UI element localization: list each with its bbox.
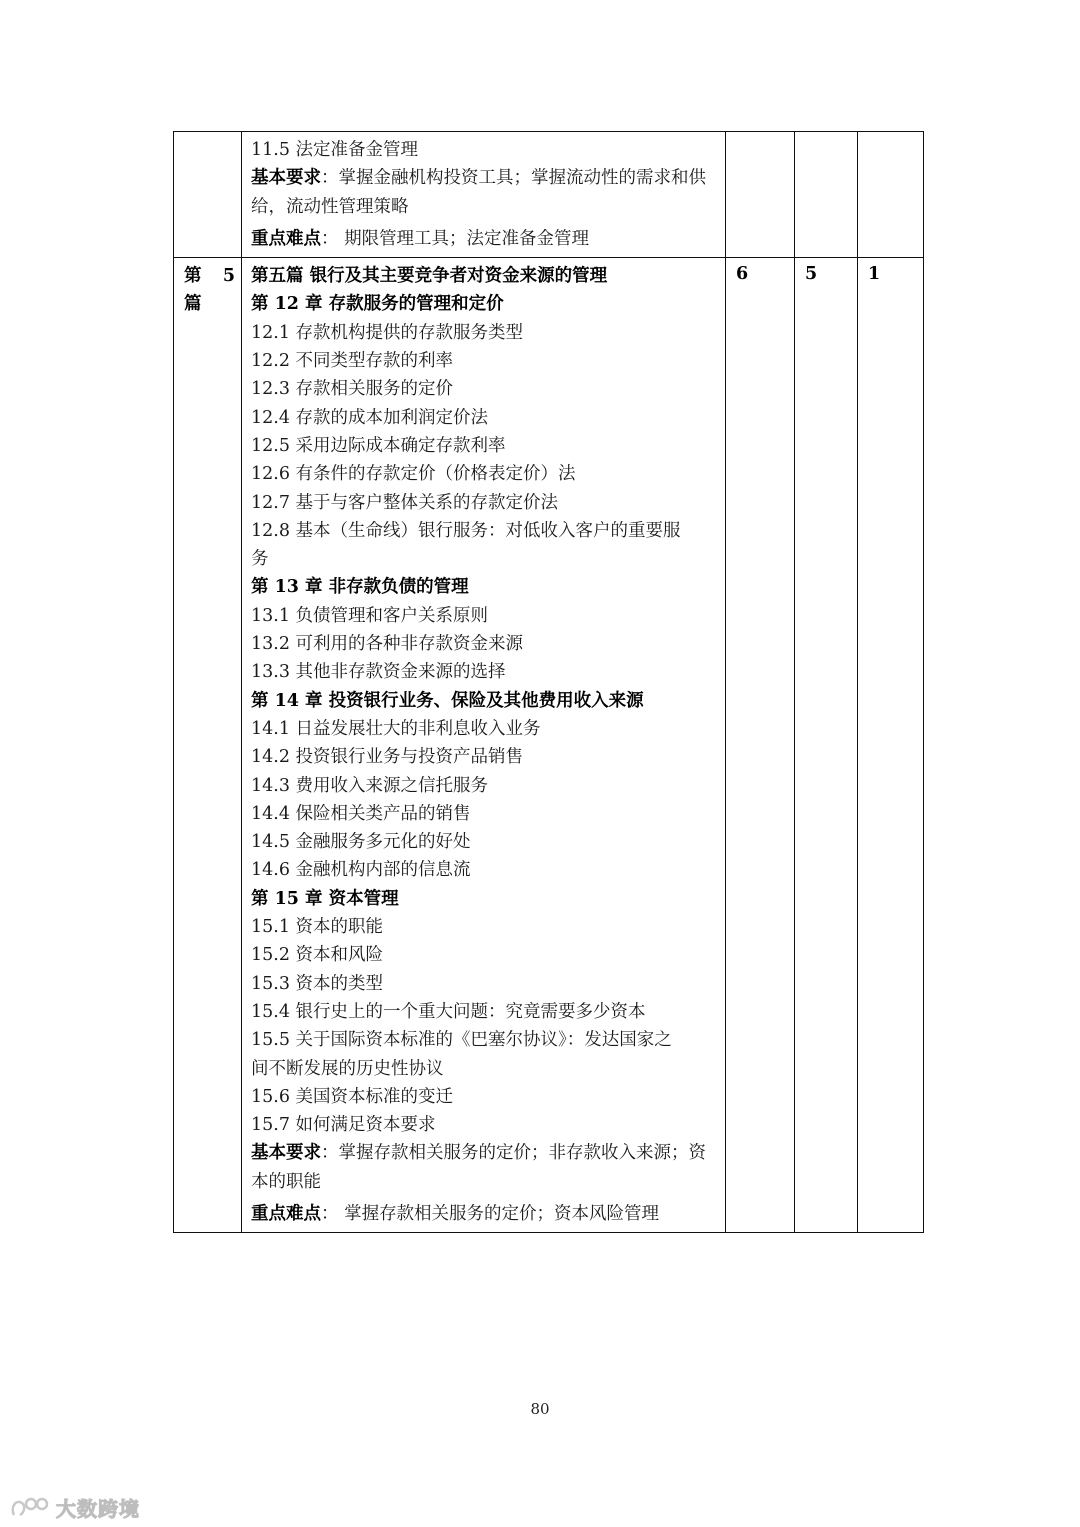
watermark-text: 大数跨境 bbox=[56, 1497, 140, 1521]
week-cell bbox=[174, 258, 242, 1233]
content-line: 12.4 存款的成本加利润定价法 bbox=[251, 407, 489, 428]
content-line: 14.5 金融服务多元化的好处 bbox=[251, 832, 471, 853]
basic-requirements bbox=[251, 164, 717, 221]
week-cell bbox=[174, 132, 242, 258]
content-line: 14.3 费用收入来源之信托服务 bbox=[251, 775, 489, 796]
basic-requirements-text: ：掌握存款相关服务的定价；非存款收入来源；资本的职能 bbox=[251, 1143, 706, 1192]
section-heading: 第 14 章 投资银行业务、保险及其他费用收入来源 bbox=[251, 690, 644, 711]
hours-cell bbox=[726, 132, 795, 258]
practice-hours-cell bbox=[858, 258, 924, 1233]
week-label-suffix: 篇 bbox=[184, 294, 202, 315]
table-row bbox=[174, 132, 924, 258]
content-line: 14.2 投资银行业务与投资产品销售 bbox=[251, 747, 524, 768]
content-line: 14.4 保险相关类产品的销售 bbox=[251, 803, 471, 824]
key-difficulties bbox=[251, 1200, 717, 1228]
content-line: 12.5 采用边际成本确定存款利率 bbox=[251, 435, 506, 456]
content-line: 13.1 负债管理和客户关系原则 bbox=[251, 605, 489, 626]
content-line: 务 bbox=[251, 549, 269, 570]
week-label: 第 bbox=[184, 266, 202, 287]
total-hours: 6 bbox=[736, 264, 749, 285]
key-difficulties-label: 重点难点 bbox=[251, 228, 321, 249]
content-line: 间不断发展的历史性协议 bbox=[251, 1058, 444, 1079]
basic-requirements-label: 基本要求 bbox=[251, 168, 321, 189]
lecture-hours-cell bbox=[795, 258, 858, 1233]
content-line: 15.7 如何满足资本要求 bbox=[251, 1115, 436, 1136]
key-difficulties-label: 重点难点 bbox=[251, 1203, 321, 1224]
key-difficulties-text: ： 期限管理工具；法定准备金管理 bbox=[321, 228, 590, 249]
key-difficulties-text: ： 掌握存款相关服务的定价；资本风险管理 bbox=[321, 1203, 660, 1224]
key-difficulties bbox=[251, 225, 717, 253]
basic-requirements bbox=[251, 1139, 717, 1196]
content-line: 12.6 有条件的存款定价（价格表定价）法 bbox=[251, 464, 576, 485]
content-line: 14.1 日益发展壮大的非利息收入业务 bbox=[251, 718, 541, 739]
content-line: 13.3 其他非存款资金来源的选择 bbox=[251, 662, 506, 683]
section-heading: 第 13 章 非存款负债的管理 bbox=[251, 577, 469, 598]
watermark bbox=[8, 1493, 140, 1522]
section-heading: 第 12 章 存款服务的管理和定价 bbox=[251, 294, 504, 315]
basic-requirements-label: 基本要求 bbox=[251, 1143, 321, 1164]
content-line: 15.5 关于国际资本标准的《巴塞尔协议》：发达国家之 bbox=[251, 1030, 672, 1051]
content-line: 15.6 美国资本标准的变迁 bbox=[251, 1086, 454, 1107]
content-line: 12.8 基本（生命线）银行服务：对低收入客户的重要服 bbox=[251, 520, 681, 541]
content-line: 11.5 法定准备金管理 bbox=[251, 140, 419, 160]
practice-hours-cell bbox=[858, 132, 924, 258]
content-line: 12.7 基于与客户整体关系的存款定价法 bbox=[251, 492, 559, 513]
practice-hours: 1 bbox=[868, 264, 881, 285]
lecture-hours-cell bbox=[795, 132, 858, 258]
content-line: 15.2 资本和风险 bbox=[251, 945, 384, 966]
content-line: 14.6 金融机构内部的信息流 bbox=[251, 860, 471, 881]
page-number: 80 bbox=[530, 1400, 550, 1418]
content-line: 15.3 资本的类型 bbox=[251, 973, 384, 994]
section-heading: 第 15 章 资本管理 bbox=[251, 888, 399, 909]
content-cell bbox=[242, 132, 726, 258]
watermark-logo-icon bbox=[8, 1495, 52, 1521]
section-heading: 第五篇 银行及其主要竞争者对资金来源的管理 bbox=[251, 266, 608, 287]
content-line: 13.2 可利用的各种非存款资金来源 bbox=[251, 634, 524, 655]
syllabus-table bbox=[173, 131, 924, 1233]
content-line: 15.4 银行史上的一个重大问题：究竟需要多少资本 bbox=[251, 1001, 646, 1022]
lecture-hours: 5 bbox=[805, 264, 818, 285]
content-cell bbox=[242, 258, 726, 1233]
content-line: 12.1 存款机构提供的存款服务类型 bbox=[251, 322, 524, 343]
content-line: 15.1 资本的职能 bbox=[251, 917, 384, 938]
content-line: 12.2 不同类型存款的利率 bbox=[251, 351, 454, 372]
week-number: 5 bbox=[222, 266, 235, 287]
table-row bbox=[174, 258, 924, 1233]
basic-requirements-text: ：掌握金融机构投资工具；掌握流动性的需求和供给，流动性管理策略 bbox=[251, 168, 706, 217]
content-line: 12.3 存款相关服务的定价 bbox=[251, 379, 454, 400]
hours-cell bbox=[726, 258, 795, 1233]
